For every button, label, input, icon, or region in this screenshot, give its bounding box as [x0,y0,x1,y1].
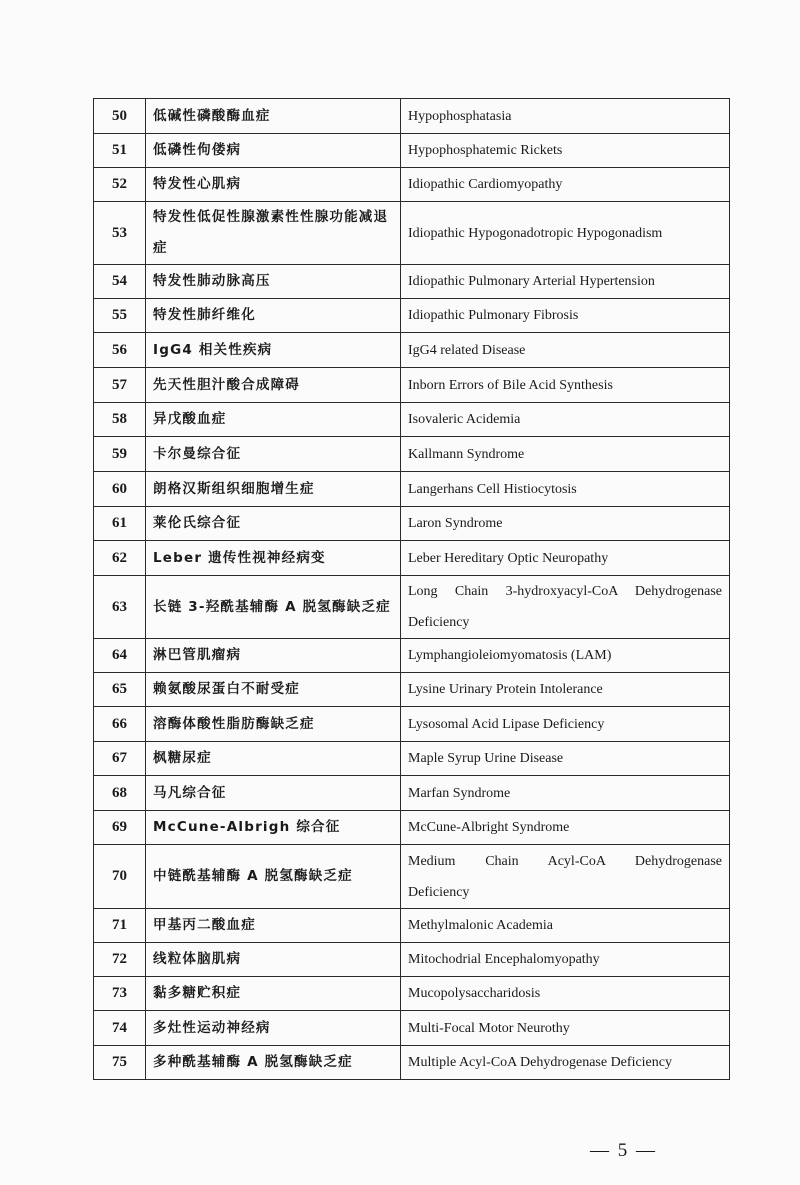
english-name [401,845,730,909]
english-name: Inborn Errors of Bile Acid Synthesis [401,368,730,403]
english-name: Hypophosphatemic Rickets [401,134,730,168]
table-row [94,333,730,368]
row-number: 51 [94,134,146,168]
english-name-line-2: Deficiency [408,884,470,900]
table-row [94,472,730,507]
chinese-name: 特发性肺动脉高压 [146,265,401,299]
row-number: 63 [94,576,146,639]
chinese-name: 先天性胆汁酸合成障碍 [146,368,401,403]
table-row [94,673,730,707]
chinese-name: 多灶性运动神经病 [146,1011,401,1046]
table-row [94,202,730,265]
english-name-line-1: Long Chain 3-hydroxyacyl-CoA Dehydrogenase [408,584,722,599]
row-number: 60 [94,472,146,507]
table-row [94,639,730,673]
row-number: 54 [94,265,146,299]
english-name: Isovaleric Acidemia [401,403,730,437]
row-number: 57 [94,368,146,403]
chinese-name: 枫糖尿症 [146,742,401,776]
chinese-name: 特发性心肌病 [146,168,401,202]
chinese-name: 赖氨酸尿蛋白不耐受症 [146,673,401,707]
chinese-name: 朗格汉斯组织细胞增生症 [146,472,401,507]
english-name: Methylmalonic Academia [401,909,730,943]
english-name: Laron Syndrome [401,507,730,541]
row-number: 53 [94,202,146,265]
english-name: McCune-Albright Syndrome [401,811,730,845]
english-name: Idiopathic Pulmonary Fibrosis [401,299,730,333]
english-name: Mucopolysaccharidosis [401,977,730,1011]
english-name: Leber Hereditary Optic Neuropathy [401,541,730,576]
table-row [94,99,730,134]
row-number: 61 [94,507,146,541]
row-number: 69 [94,811,146,845]
row-number: 52 [94,168,146,202]
english-name: Lymphangioleiomyomatosis (LAM) [401,639,730,673]
table-row [94,742,730,776]
row-number: 74 [94,1011,146,1046]
table-row [94,403,730,437]
page-number: — 5 — [590,1140,657,1161]
english-name: Idiopathic Pulmonary Arterial Hypertension [401,265,730,299]
table-row [94,909,730,943]
table-row [94,134,730,168]
table-row [94,265,730,299]
table-row [94,576,730,639]
row-number: 62 [94,541,146,576]
row-number: 66 [94,707,146,742]
chinese-name: 线粒体脑肌病 [146,943,401,977]
row-number: 50 [94,99,146,134]
english-name: Marfan Syndrome [401,776,730,811]
row-number: 72 [94,943,146,977]
english-name: Idiopathic Cardiomyopathy [401,168,730,202]
english-name [401,576,730,639]
table-row [94,1011,730,1046]
chinese-name: 淋巴管肌瘤病 [146,639,401,673]
chinese-name: 特发性肺纤维化 [146,299,401,333]
row-number: 55 [94,299,146,333]
english-name: Multi-Focal Motor Neurothy [401,1011,730,1046]
english-name-line-2: Deficiency [408,615,470,630]
row-number: 64 [94,639,146,673]
chinese-name: 黏多糖贮积症 [146,977,401,1011]
row-number: 70 [94,845,146,909]
chinese-name: 马凡综合征 [146,776,401,811]
chinese-name: 异戊酸血症 [146,403,401,437]
row-number: 73 [94,977,146,1011]
row-number: 71 [94,909,146,943]
disease-table [93,98,730,1080]
table-row [94,299,730,333]
chinese-name: 溶酶体酸性脂肪酶缺乏症 [146,707,401,742]
english-name: Maple Syrup Urine Disease [401,742,730,776]
chinese-name: 甲基丙二酸血症 [146,909,401,943]
english-name: Multiple Acyl-CoA Dehydrogenase Deficiency [401,1046,730,1080]
chinese-name: 低碱性磷酸酶血症 [146,99,401,134]
row-number: 65 [94,673,146,707]
table-row [94,507,730,541]
row-number: 56 [94,333,146,368]
english-name: Hypophosphatasia [401,99,730,134]
chinese-name: 特发性低促性腺激素性性腺功能减退症 [146,202,401,265]
table-row [94,707,730,742]
table-row [94,845,730,909]
table-row [94,541,730,576]
chinese-name: 多种酰基辅酶 A 脱氢酶缺乏症 [146,1046,401,1080]
table-row [94,1046,730,1080]
chinese-name: 莱伦氏综合征 [146,507,401,541]
chinese-name: 低磷性佝偻病 [146,134,401,168]
chinese-name: McCune-Albrigh 综合征 [146,811,401,845]
table-row [94,168,730,202]
chinese-name: IgG4 相关性疾病 [146,333,401,368]
row-number: 67 [94,742,146,776]
english-name: IgG4 related Disease [401,333,730,368]
english-name: Kallmann Syndrome [401,437,730,472]
table-row [94,437,730,472]
table-row [94,977,730,1011]
row-number: 75 [94,1046,146,1080]
english-name: Langerhans Cell Histiocytosis [401,472,730,507]
table-row [94,943,730,977]
chinese-name: 长链 3-羟酰基辅酶 A 脱氢酶缺乏症 [146,576,401,639]
english-name: Idiopathic Hypogonadotropic Hypogonadism [401,202,730,265]
row-number: 59 [94,437,146,472]
english-name: Lysine Urinary Protein Intolerance [401,673,730,707]
table-row [94,776,730,811]
english-name: Mitochodrial Encephalomyopathy [401,943,730,977]
table-row [94,811,730,845]
english-name-line-1: Medium Chain Acyl-CoA Dehydrogenase [408,853,722,869]
chinese-name: Leber 遗传性视神经病变 [146,541,401,576]
row-number: 68 [94,776,146,811]
row-number: 58 [94,403,146,437]
chinese-name: 中链酰基辅酶 A 脱氢酶缺乏症 [146,845,401,909]
chinese-name: 卡尔曼综合征 [146,437,401,472]
table-row [94,368,730,403]
english-name: Lysosomal Acid Lipase Deficiency [401,707,730,742]
